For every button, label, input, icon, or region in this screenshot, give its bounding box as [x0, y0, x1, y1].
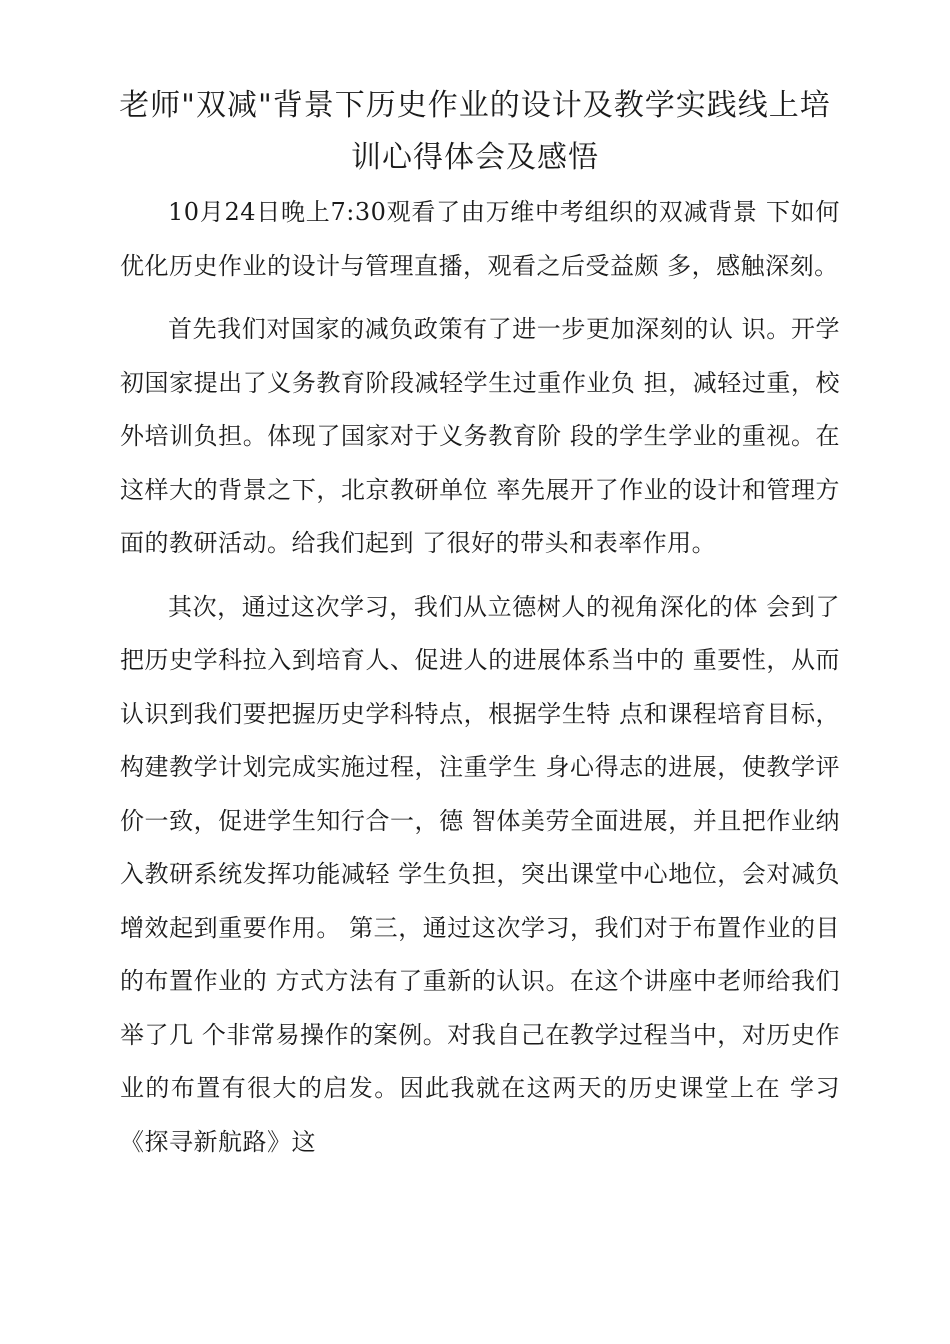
paragraph-3: 其次，通过这次学习，我们从立德树人的视角深化的体 会到了把历史学科拉入到培育人、促进人的进展体系当中的 重要性，从而认识到我们要把握历史学科特点，根据学生特 点和课程培育目标，构建教学计划完成实施过程，注重学生 身心得志的进展，使教学评价一致，促进学生知行合一，德 智体美劳全面进展，并且把作业纳入教研系统发挥功能减轻 学生负担，突出课堂中心地位，会对减负增效起到重要作用。 第三，通过这次学习，我们对于布置作业的目的布置作业的 方式方法有了重新的认识。在这个讲座中老师给我们举了几 个非常易操作的案例。对我自己在教学过程当中，对历史作 业的布置有很大的启发。因此我就在这两天的历史课堂上在 学习《探寻新航路》这	[120, 592, 840, 1156]
paragraph-2: 首先我们对国家的减负政策有了进一步更加深刻的认 识。开学初国家提出了义务教育阶段减轻学生过重作业负 担，减轻过重，校外培训负担。体现了国家对于义务教育阶 段的学生学业的重视。在这样大的背景之下，北京教研单位 率先展开了作业的设计和管理方面的教研活动。给我们起到 了很好的带头和表率作用。	[120, 315, 840, 557]
document-title: 老师"双减"背景下历史作业的设计及教学实践线上培训心得体会及感悟	[119, 88, 831, 175]
paragraph-1: 10月24日晚上7:30观看了由万维中考组织的双减背景 下如何优化历史作业的设计与管理直播，观看之后受益颇 多，感触深刻。	[120, 198, 840, 280]
document-body	[120, 186, 840, 1179]
